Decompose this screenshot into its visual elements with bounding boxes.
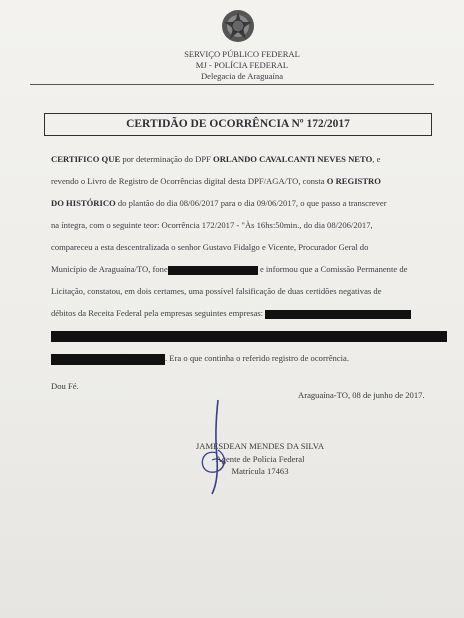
closing-phrase: Dou Fé. bbox=[51, 381, 79, 391]
body-line-2 bbox=[51, 176, 381, 186]
body-line-1 bbox=[51, 154, 380, 164]
redacted-line-end bbox=[51, 354, 165, 365]
redacted-line bbox=[51, 331, 447, 342]
body-line-9 bbox=[51, 330, 447, 342]
certifico-label: CERTIFICO QUE bbox=[51, 154, 121, 164]
signer-role: Agente de Polícia Federal bbox=[215, 453, 305, 464]
body-line-3 bbox=[51, 198, 387, 208]
body-line-4: na íntegra, com o seguinte teor: Ocorrência 172/2017 - "Às 16hs:50min., do dia 08/206/2017, bbox=[51, 220, 373, 230]
document-title: CERTIDÃO DE OCORRÊNCIA Nº 172/2017 bbox=[44, 113, 432, 136]
history-label: DO HISTÓRICO bbox=[51, 198, 116, 208]
signature-block bbox=[170, 440, 350, 478]
header-office: Delegacia de Araguaína bbox=[200, 71, 284, 81]
header-agency: SERVIÇO PÚBLICO FEDERAL bbox=[184, 49, 300, 59]
place-date: Araguaína-TO, 08 de junho de 2017. bbox=[298, 390, 425, 400]
signer-name: JAMESDEAN MENDES DA SILVA bbox=[195, 441, 325, 451]
redacted-companies bbox=[265, 310, 411, 319]
body-line-7: Licitação, constatou, em dois certames, uma possível falsificação de duas certidões negativas de bbox=[51, 286, 382, 296]
body-text: revendo o Livro de Registro de Ocorrências digital desta DPF/AGA/TO, consta bbox=[51, 176, 327, 186]
header-divider bbox=[30, 84, 434, 85]
body-line-8 bbox=[51, 308, 411, 319]
header-ministry: MJ - POLÍCIA FEDERAL bbox=[195, 60, 289, 70]
body-text: e informou que a Comissão Permanente de bbox=[257, 264, 408, 274]
body-text: , e bbox=[372, 154, 381, 164]
redacted-phone bbox=[168, 266, 258, 275]
body-text: . Era o que continha o referido registro de ocorrência. bbox=[165, 353, 349, 363]
officer-name: ORLANDO CAVALCANTI NEVES NETO bbox=[213, 154, 373, 164]
body-text: por determinação do DPF bbox=[120, 154, 214, 164]
body-line-6 bbox=[51, 264, 407, 275]
body-text: do plantão do dia 08/06/2017 para o dia 09/06/2017, o que passo a transcrever bbox=[115, 198, 387, 208]
body-text: débitos da Receita Federal pela empresas seguintes empresas: bbox=[51, 308, 266, 318]
body-line-10 bbox=[51, 353, 349, 365]
body-line-5: compareceu a esta descentralizada o senhor Gustavo Fidalgo e Vicente, Procurador Geral do bbox=[51, 242, 369, 252]
signer-registration: Matrícula 17463 bbox=[231, 466, 289, 476]
body-text: Município de Araguaína/TO, fone bbox=[51, 264, 168, 274]
record-label: O REGISTRO bbox=[326, 176, 381, 186]
coat-of-arms-icon bbox=[220, 8, 256, 44]
